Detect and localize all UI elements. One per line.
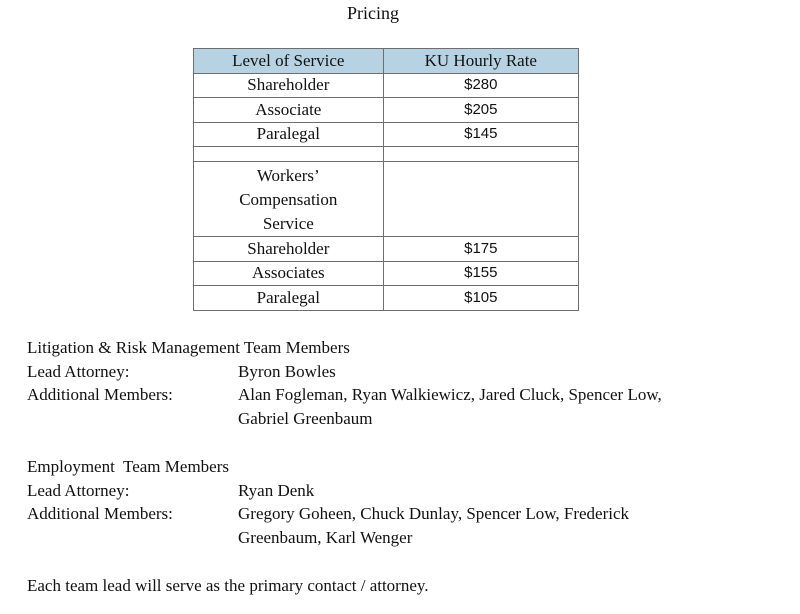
employment-team-section — [27, 455, 767, 550]
lead-attorney-row — [27, 479, 767, 503]
table-header-row — [194, 49, 579, 74]
members-line: Alan Fogleman, Ryan Walkiewicz, Jared Cluck, Spencer Low, — [238, 385, 662, 405]
additional-members-value — [238, 383, 767, 430]
additional-members-value — [238, 502, 767, 549]
service-level-cell: Shareholder — [194, 73, 384, 98]
additional-members-row — [27, 502, 767, 549]
table-row — [194, 237, 579, 262]
spacer-row — [194, 147, 579, 162]
page-title: Pricing — [347, 3, 399, 23]
team-heading: Employment Team Members — [27, 457, 229, 476]
hourly-rate-cell: $205 — [383, 98, 578, 123]
workers-comp-heading — [194, 162, 384, 237]
hourly-rate-cell: $145 — [383, 122, 578, 147]
lead-attorney-label: Lead Attorney: — [27, 361, 130, 381]
service-level-cell: Associates — [194, 261, 384, 286]
pricing-table — [193, 48, 579, 311]
workers-comp-heading-row — [194, 162, 579, 237]
service-level-cell: Paralegal — [194, 122, 384, 147]
primary-contact-note: Each team lead will serve as the primary contact / attorney. — [27, 576, 429, 595]
lead-attorney-row — [27, 360, 767, 384]
lead-attorney-value: Byron Bowles — [238, 361, 336, 381]
workers-comp-heading-line: Workers’ — [256, 166, 320, 185]
members-line: Greenbaum, Karl Wenger — [238, 528, 413, 548]
litigation-team-section — [27, 336, 767, 431]
additional-members-row — [27, 383, 767, 430]
team-heading: Litigation & Risk Management Team Members — [27, 338, 350, 357]
table-row — [194, 286, 579, 311]
service-level-cell: Paralegal — [194, 286, 384, 311]
empty-cell — [383, 162, 578, 237]
table-row — [194, 98, 579, 123]
table-row — [194, 122, 579, 147]
column-header-level: Level of Service — [194, 49, 384, 74]
hourly-rate-cell: $155 — [383, 261, 578, 286]
additional-members-label: Additional Members: — [27, 385, 173, 405]
empty-cell — [194, 147, 384, 162]
members-line: Gabriel Greenbaum — [238, 409, 373, 429]
workers-comp-heading-line: Service — [262, 214, 314, 233]
hourly-rate-cell: $175 — [383, 237, 578, 262]
table-row — [194, 73, 579, 98]
lead-attorney-label: Lead Attorney: — [27, 480, 130, 500]
empty-cell — [383, 147, 578, 162]
table-row — [194, 261, 579, 286]
service-level-cell: Associate — [194, 98, 384, 123]
hourly-rate-cell: $105 — [383, 286, 578, 311]
workers-comp-heading-line: Compensation — [239, 190, 338, 209]
column-header-rate: KU Hourly Rate — [383, 49, 578, 74]
hourly-rate-cell: $280 — [383, 73, 578, 98]
additional-members-label: Additional Members: — [27, 504, 173, 524]
lead-attorney-value: Ryan Denk — [238, 480, 315, 500]
service-level-cell: Shareholder — [194, 237, 384, 262]
members-line: Gregory Goheen, Chuck Dunlay, Spencer Low, Frederick — [238, 504, 630, 524]
